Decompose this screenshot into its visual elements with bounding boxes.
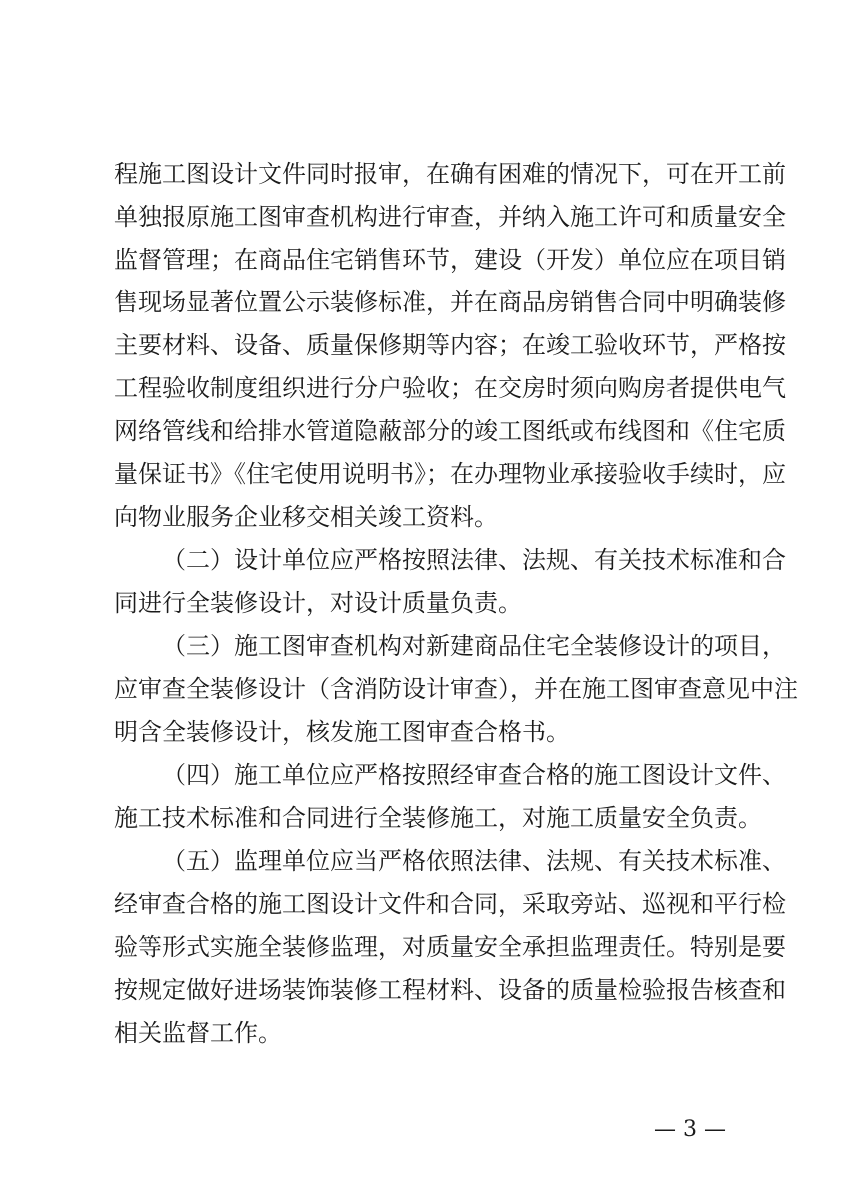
text-line: 同进行全装修设计，对设计质量负责。 <box>114 589 522 617</box>
text-line: 经审查合格的施工图设计文件和合同，采取旁站、巡视和平行检 <box>114 890 786 918</box>
page-number: — 3 — <box>654 1117 726 1142</box>
text-line: 验等形式实施全装修监理，对质量安全承担监理责任。特别是要 <box>114 933 786 961</box>
text-line: （二）设计单位应严格按照法律、法规、有关技术标准和合 <box>162 546 786 574</box>
text-line: 工程验收制度组织进行分户验收；在交房时须向购房者提供电气 <box>114 374 786 402</box>
text-line: （四）施工单位应严格按照经审查合格的施工图设计文件、 <box>162 761 786 789</box>
text-line: （三）施工图审查机构对新建商品住宅全装修设计的项目， <box>162 632 786 660</box>
text-line: 程施工图设计文件同时报审，在确有困难的情况下，可在开工前 <box>114 160 786 188</box>
text-line: 网络管线和给排水管道隐蔽部分的竣工图纸或布线图和《住宅质 <box>114 417 786 445</box>
text-line: 施工技术标准和合同进行全装修施工，对施工质量安全负责。 <box>114 804 762 832</box>
text-line: 明含全装修设计，核发施工图审查合格书。 <box>114 718 570 746</box>
text-line: 主要材料、设备、质量保修期等内容；在竣工验收环节，严格按 <box>114 331 786 359</box>
text-line: 按规定做好进场装饰装修工程材料、设备的质量检验报告核查和 <box>114 976 786 1004</box>
text-line: 售现场显著位置公示装修标准，并在商品房销售合同中明确装修 <box>114 288 786 316</box>
text-line: 量保证书》《住宅使用说明书》；在办理物业承接验收手续时，应 <box>114 460 786 488</box>
text-line: （五）监理单位应当严格依照法律、法规、有关技术标准、 <box>162 847 786 875</box>
text-line: 监督管理；在商品住宅销售环节，建设（开发）单位应在项目销 <box>114 246 786 274</box>
text-line: 应审查全装修设计（含消防设计审查），并在施工图审查意见中注 <box>114 675 798 703</box>
text-line: 相关监督工作。 <box>114 1019 282 1047</box>
text-line: 向物业服务企业移交相关竣工资料。 <box>114 503 498 531</box>
text-line: 单独报原施工图审查机构进行审查，并纳入施工许可和质量安全 <box>114 203 786 231</box>
